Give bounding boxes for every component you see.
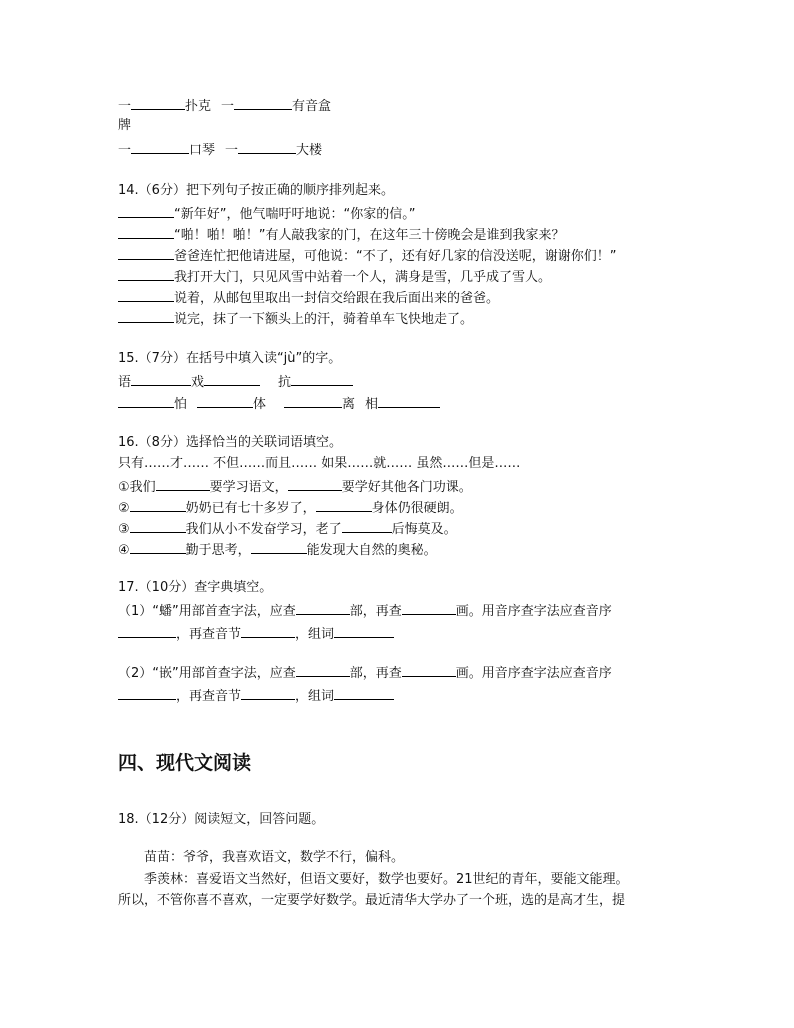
q17-text: ，再查音节 — [176, 689, 242, 704]
q17-part1-line2 — [118, 623, 394, 644]
q16-item — [118, 518, 457, 539]
answer-blank[interactable] — [241, 685, 295, 700]
q14-header: 14.（6分）把下列句子按正确的顺序排列起来。 — [118, 183, 394, 198]
q17-text: 部，再查 — [349, 666, 402, 681]
answer-blank[interactable] — [130, 518, 186, 533]
answer-blank[interactable] — [296, 662, 350, 677]
answer-blank[interactable] — [251, 539, 307, 554]
answer-blank[interactable] — [238, 139, 296, 154]
answer-blank[interactable] — [284, 393, 342, 408]
q14-sentence — [118, 308, 473, 329]
answer-blank[interactable] — [316, 497, 372, 512]
answer-blank[interactable] — [118, 203, 174, 218]
item-text: 身体仍很硬朗。 — [371, 501, 463, 516]
answer-blank[interactable] — [334, 685, 394, 700]
passage-line: 所以，不管你喜不喜欢，一定要学好数学。最近清华大学办了一个班，选的是高才生，提 — [118, 893, 626, 908]
sentence-text: 说着，从邮包里取出一封信交给跟在我后面出来的爸爸。 — [174, 291, 500, 306]
answer-blank[interactable] — [118, 393, 174, 408]
q17-part2-line1 — [118, 662, 612, 683]
q16-header: 16.（8分）选择恰当的关联词语填空。 — [118, 435, 342, 450]
q16-options: 只有……才…… 不但……而且…… 如果……就…… 虽然……但是…… — [118, 456, 521, 471]
item-text: 要学好其他各门功课。 — [341, 480, 472, 495]
q13-prefix: 一 — [225, 143, 239, 158]
sentence-text: “新年好”，他气喘吁吁地说：“你家的信。” — [174, 207, 416, 222]
q17-text: 画。用音序查字法应查音序 — [455, 666, 612, 681]
answer-blank[interactable] — [131, 139, 189, 154]
q15-header: 15.（7分）在括号中填入读“jù”的字。 — [118, 351, 342, 366]
q13-row2 — [118, 139, 322, 160]
q15-char: 体 — [253, 397, 267, 412]
answer-blank[interactable] — [118, 266, 174, 281]
answer-blank[interactable] — [234, 95, 292, 110]
q16-item — [118, 497, 463, 518]
answer-blank[interactable] — [131, 95, 185, 110]
q13-row1 — [118, 95, 331, 116]
q14-sentence — [118, 245, 616, 266]
q17-part1-line1 — [118, 600, 612, 621]
q15-char: 离 — [342, 397, 356, 412]
answer-blank[interactable] — [288, 476, 342, 491]
answer-blank[interactable] — [130, 497, 186, 512]
answer-blank[interactable] — [118, 245, 174, 260]
q13-word: 大楼 — [296, 143, 323, 158]
q17-part2-line2 — [118, 685, 394, 706]
q14-sentence — [118, 266, 551, 287]
answer-blank[interactable] — [118, 623, 176, 638]
answer-blank[interactable] — [296, 600, 350, 615]
q17-text: ，组词 — [295, 689, 335, 704]
sentence-text: 说完，抹了一下额头上的汗，骑着单车飞快地走了。 — [174, 312, 474, 327]
sentence-text: 爸爸连忙把他请进屋，可他说：“不了，还有好几家的信没送呢，谢谢你们！” — [174, 249, 617, 264]
answer-blank[interactable] — [334, 623, 394, 638]
q13-word: 有音盒 — [292, 99, 332, 114]
answer-blank[interactable] — [156, 476, 210, 491]
item-number: ④ — [118, 543, 130, 558]
q17-header: 17.（10分）查字典填空。 — [118, 580, 273, 595]
answer-blank[interactable] — [118, 224, 174, 239]
q17-text: 部，再查 — [349, 604, 402, 619]
q15-char: 抗 — [278, 375, 292, 390]
answer-blank[interactable] — [130, 539, 186, 554]
answer-blank[interactable] — [291, 371, 353, 386]
q15-char: 语 — [118, 375, 132, 390]
section-title: 四、现代文阅读 — [118, 752, 252, 774]
answer-blank[interactable] — [342, 518, 392, 533]
sentence-text: “啪！啪！啪！”有人敲我家的门，在这年三十傍晚会是谁到我家来？ — [174, 228, 565, 243]
q15-char: 戏 — [191, 375, 205, 390]
q17-text: （1）“蟠”用部首查字法，应查 — [118, 604, 296, 619]
answer-blank[interactable] — [402, 600, 456, 615]
item-text: 要学习语文， — [209, 480, 288, 495]
passage-line: 苗苗：爷爷，我喜欢语文，数学不行，偏科。 — [144, 850, 405, 865]
item-text: 能发现大自然的奥秘。 — [306, 543, 437, 558]
answer-blank[interactable] — [118, 685, 176, 700]
item-number: ③ — [118, 522, 130, 537]
item-text: 我们从小不发奋学习，老了 — [185, 522, 342, 537]
q15-row2 — [118, 393, 440, 414]
q14-sentence — [118, 287, 499, 308]
item-text: 我们 — [129, 480, 156, 495]
q13-prefix: 一 — [118, 99, 132, 114]
sentence-text: 我打开大门，只见风雪中站着一个人，满身是雪，几乎成了雪人。 — [174, 270, 552, 285]
item-number: ② — [118, 501, 130, 516]
q15-char: 相 — [365, 397, 379, 412]
answer-blank[interactable] — [131, 371, 191, 386]
q17-text: ，组词 — [295, 627, 335, 642]
q13-prefix: 一 — [118, 143, 132, 158]
answer-blank[interactable] — [402, 662, 456, 677]
item-text: 后悔莫及。 — [391, 522, 457, 537]
q16-item — [118, 476, 472, 497]
q15-row1 — [118, 371, 353, 392]
q14-sentence — [118, 224, 564, 245]
answer-blank[interactable] — [204, 371, 260, 386]
q17-text: ，再查音节 — [176, 627, 242, 642]
item-number: ① — [118, 480, 130, 495]
passage-line: 季羡林：喜爱语文当然好，但语文要好，数学也要好。21世纪的青年，要能文能理。 — [144, 872, 629, 887]
q15-char: 怕 — [174, 397, 188, 412]
item-text: 奶奶已有七十多岁了， — [185, 501, 316, 516]
q13-word: 扑克 — [185, 99, 212, 114]
answer-blank[interactable] — [197, 393, 253, 408]
q14-sentence — [118, 203, 415, 224]
q13-prefix: 一 — [221, 99, 235, 114]
q17-text: 画。用音序查字法应查音序 — [455, 604, 612, 619]
answer-blank[interactable] — [378, 393, 440, 408]
q17-text: （2）“嵌”用部首查字法，应查 — [118, 666, 296, 681]
item-text: 勤于思考， — [185, 543, 251, 558]
answer-blank[interactable] — [241, 623, 295, 638]
q13-word: 口琴 — [189, 143, 216, 158]
q13-row1-wrap: 牌 — [118, 118, 132, 133]
q16-item — [118, 539, 437, 560]
answer-blank[interactable] — [118, 287, 174, 302]
q18-header: 18.（12分）阅读短文，回答问题。 — [118, 812, 325, 827]
answer-blank[interactable] — [118, 308, 174, 323]
